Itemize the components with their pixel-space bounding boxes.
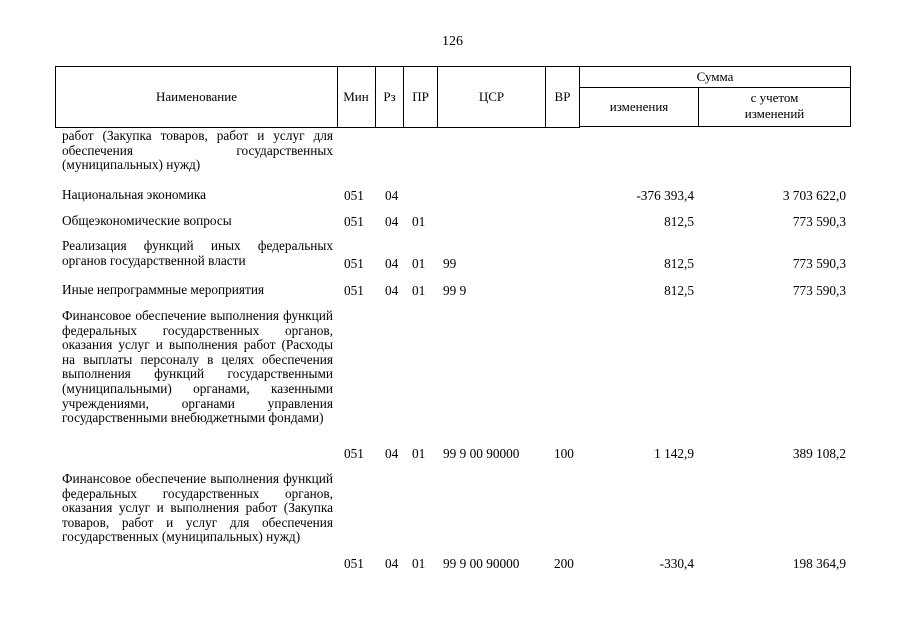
header-sum: Сумма [696, 69, 734, 84]
header-rz-cell [376, 66, 404, 128]
header-sum-cell [580, 66, 851, 88]
row-csr: 99 9 [443, 283, 467, 298]
row-vr: 100 [554, 446, 574, 461]
row-pr: 01 [412, 446, 426, 461]
row-rz: 04 [385, 214, 399, 229]
row-min: 051 [344, 283, 364, 298]
row-min: 051 [344, 188, 364, 203]
row-total: 389 108,2 [792, 446, 846, 461]
row-min: 051 [344, 556, 364, 571]
header-min: Мин [343, 89, 369, 104]
row-rz: 04 [385, 256, 399, 271]
row-pr: 01 [412, 556, 426, 571]
header-pr-cell [404, 66, 438, 128]
row-vr: 200 [554, 556, 574, 571]
row-name: Финансовое обеспечение выполнения функций федеральных государственных органов, оказания услуг и выполнения работ (Закупка товаров, работ и услуг для обеспечения государственных (муниципальных) нужд) [62, 471, 333, 545]
row-pr: 01 [412, 214, 426, 229]
row-change: 812,5 [664, 283, 694, 298]
row-change: 812,5 [664, 214, 694, 229]
row-name: Национальная экономика [62, 187, 207, 202]
row-name: Иные непрограммные мероприятия [62, 282, 265, 297]
header-rz: Рз [383, 89, 396, 104]
page-number: 126 [442, 34, 463, 49]
header-min-cell [337, 66, 376, 128]
header-with-changes-line2: изменений [744, 106, 805, 121]
header-pr: ПР [412, 89, 429, 104]
row-name: работ (Закупка товаров, работ и услуг для обеспечения государственных (муниципальных) нужд) [62, 128, 333, 173]
row-name: Реализация функций иных федеральных органов государственной власти [62, 238, 333, 268]
row-total: 773 590,3 [792, 214, 846, 229]
header-changes: изменения [609, 99, 669, 114]
row-pr: 01 [412, 283, 426, 298]
row-pr: 01 [412, 256, 426, 271]
row-rz: 04 [385, 283, 399, 298]
row-name: Финансовое обеспечение выполнения функций федеральных государственных органов, оказания услуг и выполнения работ (Расходы на выплаты персоналу в целях обеспечения выполнения функций государственными (муниципальными) органами, казенными учреждениями, органами управления государственными внебюджетными фондами) [62, 308, 333, 426]
header-vr: ВР [554, 89, 571, 104]
row-total: 3 703 622,0 [782, 188, 846, 203]
row-csr: 99 9 00 90000 [443, 446, 520, 461]
row-total: 198 364,9 [792, 556, 846, 571]
row-rz: 04 [385, 188, 399, 203]
row-change: -376 393,4 [636, 188, 694, 203]
header-csr: ЦСР [478, 89, 505, 104]
row-change: 812,5 [664, 256, 694, 271]
row-csr: 99 [443, 256, 457, 271]
row-min: 051 [344, 256, 364, 271]
row-change: -330,4 [659, 556, 694, 571]
row-total: 773 590,3 [792, 256, 846, 271]
row-csr: 99 9 00 90000 [443, 556, 520, 571]
header-with-changes-cell [699, 87, 851, 127]
header-csr-cell [438, 66, 546, 128]
row-rz: 04 [385, 446, 399, 461]
row-rz: 04 [385, 556, 399, 571]
header-vr-cell [546, 66, 580, 128]
row-min: 051 [344, 214, 364, 229]
header-name: Наименование [156, 89, 237, 104]
header-with-changes-line1: с учетом [750, 90, 799, 105]
header-name-cell [55, 66, 338, 128]
header-changes-cell [580, 87, 699, 127]
row-change: 1 142,9 [654, 446, 694, 461]
row-name: Общеэкономические вопросы [62, 213, 232, 228]
row-min: 051 [344, 446, 364, 461]
row-total: 773 590,3 [792, 283, 846, 298]
